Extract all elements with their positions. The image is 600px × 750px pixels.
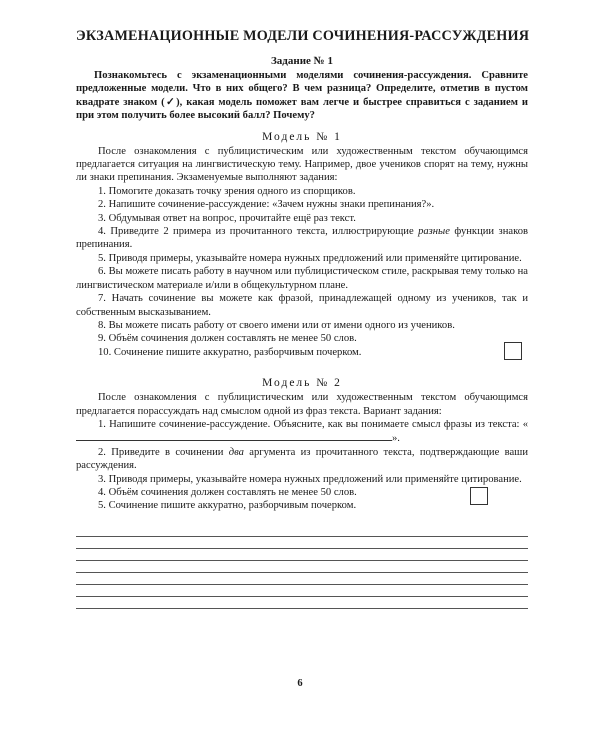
model-2-item-4: 4. Объём сочинения должен составлять не менее 50 слов. [98, 486, 357, 498]
model-2-item-2-text-b: аргумента из прочитанного текста, подтверждающие ваши рассуждения. [76, 446, 528, 472]
model-1-item-8: 8. Вы можете писать работу от своего имени или от имени одного из учеников. [98, 319, 455, 331]
model-1-item-7: 7. Начать сочинение вы можете как фразой, принадлежащей одному из учеников, так и собственным высказыванием. [76, 293, 528, 318]
page [76, 28, 528, 609]
model-1-item-3: 3. Обдумывая ответ на вопрос, прочитайте ещё раз текст. [98, 212, 356, 224]
answer-line[interactable] [76, 585, 528, 597]
model-1-item-6: 6. Вы можете писать работу в научном или публицистическом стиле, раскрывая тему только на лингвистическом материале и/или в общекультурном плане. [76, 266, 528, 291]
model-2-item-3: 3. Приводя примеры, указывайте номера нужных предложений или применяйте цитирование. [98, 473, 522, 485]
model-1-item-4-text-b: функции знаков препинания. [76, 226, 528, 251]
model-2-item-2-emphasis: два [228, 446, 244, 458]
model-2-lead: После ознакомления с публицистическим или художественным текстом обучающимся предлагается порассуждать над смыслом одной из фраз текста. Вариант задания: [76, 392, 528, 417]
model-1-item-4 [76, 225, 528, 252]
model-1-item-4-emphasis: разные [418, 226, 450, 238]
model-2-item-1 [76, 418, 528, 446]
task-number: Задание № 1 [271, 55, 333, 67]
model-1-title: Модель № 1 [262, 130, 342, 143]
model-2-item-1-text: 1. Напишите сочинение-рассуждение. Объясните, как вы понимаете смысл фразы из текста: « [98, 418, 528, 430]
answer-lines[interactable] [76, 525, 528, 609]
model-1-item-9: 9. Объём сочинения должен составлять не менее 50 слов. [98, 333, 357, 345]
model-1-item-5: 5. Приводя примеры, указывайте номера нужных предложений или применяйте цитирование. [98, 252, 522, 264]
model-2-section [76, 377, 528, 513]
model-2-item-5: 5. Сочинение пишите аккуратно, разборчивым почерком. [98, 500, 357, 512]
page-title: ЭКЗАМЕНАЦИОННЫЕ МОДЕЛИ СОЧИНЕНИЯ-РАССУЖДЕНИЯ [76, 28, 530, 44]
model-1-checkbox[interactable] [504, 342, 522, 360]
task-intro: Познакомьтесь с экзаменационными моделями сочинения-рассуждения. Сравните предложенные модели. Что в них общего? В чем разница? Определите, отметив в пустом квадрате знаком (✓), какая модель поможет вам легче и быстрее справиться с заданием и при этом получить более высокий балл? Почему? [76, 70, 528, 122]
model-1-last-row [76, 346, 528, 359]
model-2-last-row [76, 499, 528, 512]
model-2-item-2 [76, 446, 528, 473]
answer-line[interactable] [76, 525, 528, 537]
model-1-item-1: 1. Помогите доказать точку зрения одного из спорщиков. [98, 185, 356, 197]
phrase-blank-line[interactable] [76, 431, 392, 441]
model-2-checkbox[interactable] [470, 487, 488, 505]
model-1-section [76, 131, 528, 360]
answer-line[interactable] [76, 537, 528, 549]
answer-line[interactable] [76, 597, 528, 609]
model-1-lead: После ознакомления с публицистическим или художественным текстом обучающимся предлагается ситуация на лингвистическую тему. Например, двое учеников спорят на тему, нужны ли знаки препинания. Экзаменуемые выполняют задания: [76, 145, 528, 184]
answer-line[interactable] [76, 561, 528, 573]
model-2-item-2-text-a: 2. Приведите в сочинении [98, 446, 229, 458]
page-number: 6 [297, 678, 303, 689]
model-1-item-10: 10. Сочинение пишите аккуратно, разборчивым почерком. [98, 346, 362, 358]
model-1-item-4-text-a: 4. Приведите 2 примера из прочитанного текста, иллюстрирующие [98, 226, 419, 238]
model-1-item-2: 2. Напишите сочинение-рассуждение: «Зачем нужны знаки препинания?». [98, 199, 435, 211]
answer-line[interactable] [76, 549, 528, 561]
model-2-item-1-end: ». [392, 433, 400, 445]
model-2-title: Модель № 2 [262, 377, 342, 390]
answer-line[interactable] [76, 573, 528, 585]
